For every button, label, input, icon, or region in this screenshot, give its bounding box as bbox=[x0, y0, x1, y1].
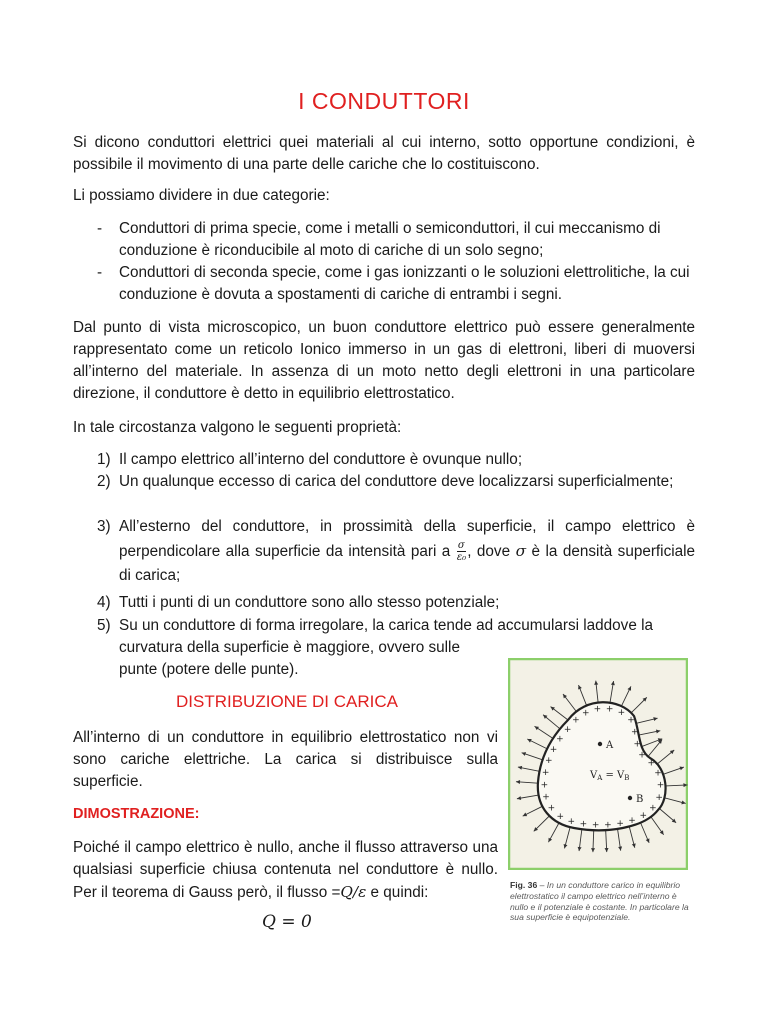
property-text: Un qualunque eccesso di carica del conduttore deve localizzarsi superficialmente; bbox=[119, 473, 674, 490]
figure-caption bbox=[510, 880, 695, 923]
caption-label: Fig. 36 bbox=[510, 880, 538, 890]
plus-charge: + bbox=[540, 780, 549, 791]
categories-intro: Li possiamo dividere in due categorie: bbox=[73, 187, 330, 204]
sigma-symbol: σ bbox=[515, 542, 527, 560]
plus-charge: + bbox=[638, 750, 646, 761]
plus-charge: + bbox=[591, 820, 600, 831]
property-number: 3) bbox=[97, 518, 111, 535]
plus-charge: + bbox=[654, 768, 662, 779]
plus-charge: + bbox=[556, 734, 564, 745]
plus-charge: + bbox=[627, 715, 635, 726]
property-text: Tutti i punti di un conduttore sono allo stesso potenziale; bbox=[119, 594, 500, 611]
demonstration-heading: DIMOSTRAZIONE: bbox=[73, 806, 200, 822]
plus-charge: + bbox=[582, 708, 590, 719]
plus-charge: + bbox=[639, 810, 648, 821]
plus-charge: + bbox=[572, 715, 580, 726]
equipotential-label bbox=[589, 770, 629, 782]
category-item bbox=[97, 262, 697, 306]
plus-charge: + bbox=[567, 817, 576, 828]
plus-charge: + bbox=[616, 818, 624, 829]
sigma-over-epsilon-fraction bbox=[457, 540, 466, 563]
fraction-numerator: σ bbox=[457, 540, 465, 552]
v-subscript-b: B bbox=[624, 774, 630, 782]
point-b-dot bbox=[628, 796, 632, 800]
fraction-denominator: ε₀ bbox=[456, 552, 467, 564]
equals-v: = V bbox=[602, 770, 625, 781]
bullet-dash: - bbox=[97, 264, 103, 281]
point-b-label: B bbox=[636, 794, 644, 805]
plus-charge: + bbox=[549, 744, 558, 755]
property-number: 5) bbox=[97, 617, 111, 634]
plus-charge: + bbox=[547, 803, 556, 814]
property-number: 2) bbox=[97, 473, 111, 490]
plus-charge: + bbox=[633, 739, 642, 750]
property-text-part: punte (potere delle punte). bbox=[119, 661, 299, 678]
plus-charge: + bbox=[541, 768, 550, 779]
intro-paragraph: Si dicono conduttori elettrici quei materiali al cui interno, sotto opportune condizioni, è possibile il movimento di una parte delle cariche che lo costituiscono. bbox=[73, 134, 695, 173]
page-title: I CONDUTTORI bbox=[298, 88, 470, 114]
property-number: 4) bbox=[97, 594, 111, 611]
property-number: 1) bbox=[97, 451, 111, 468]
properties-intro: In tale circostanza valgono le seguenti proprietà: bbox=[73, 419, 402, 436]
plus-charge: + bbox=[556, 811, 565, 822]
demonstration-text: Poiché il campo elettrico è nullo, anche il flusso attraverso una qualsiasi superficie chiusa contenuta nel conduttore è nullo. Per il teorema di Gauss però, il flusso = bbox=[73, 839, 498, 901]
point-a-dot bbox=[598, 742, 602, 746]
section-title: DISTRIBUZIONE DI CARICA bbox=[176, 692, 398, 711]
plus-charge: + bbox=[617, 708, 626, 719]
plus-charge: + bbox=[593, 704, 602, 715]
demonstration-paragraph bbox=[73, 837, 498, 904]
plus-charge: + bbox=[563, 724, 572, 735]
plus-charge: + bbox=[656, 780, 665, 791]
distribution-paragraph: All’interno di un conduttore in equilibrio elettrostatico non vi sono cariche elettriche. La carica si distribuisce sulla superficie. bbox=[73, 729, 498, 790]
property-text-part: All’esterno del conduttore, in prossimità della superficie, il campo elettrico è perpendicolare alla superficie da intensità pari a bbox=[119, 518, 695, 560]
property-text: Il campo elettrico all’interno del conduttore è ovunque nullo; bbox=[119, 451, 523, 468]
plus-charge: + bbox=[605, 704, 614, 715]
property-item bbox=[97, 471, 695, 493]
plus-charge: + bbox=[649, 803, 657, 814]
plus-charge: + bbox=[544, 756, 553, 767]
plus-charge: + bbox=[631, 727, 639, 738]
demonstration-text: e quindi: bbox=[366, 884, 429, 901]
point-a-label: A bbox=[606, 740, 614, 751]
property-item bbox=[97, 515, 695, 588]
result-equation: Q = 0 bbox=[262, 912, 312, 932]
conductor-figure bbox=[508, 658, 688, 870]
v-subscript-a: A bbox=[597, 774, 603, 782]
category-text: Conduttori di prima specie, come i metalli o semiconduttori, il cui meccanismo di conduzione è riconducibile al moto di cariche di un solo segno; bbox=[119, 220, 661, 259]
v-symbol: V bbox=[590, 770, 598, 781]
property-text-part: , dove bbox=[467, 543, 511, 560]
plus-charge: + bbox=[655, 792, 663, 803]
property-text bbox=[119, 515, 695, 588]
plus-charge: + bbox=[579, 819, 588, 830]
category-item bbox=[97, 218, 697, 262]
flux-expression: Q/ε bbox=[340, 883, 367, 901]
microscopic-paragraph: Dal punto di vista microscopico, un buon conduttore elettrico può essere generalmente rappresentato come un reticolo Ionico immerso in un gas di elettroni, liberi di muoversi all’interno del materiale. In assenza di un moto netto degli elettroni in una particolare direzione, il conduttore è detto in equilibrio elettrostatico. bbox=[73, 319, 695, 402]
caption-text: – In un conduttore carico in equilibrio elettrostatico il campo elettrico nell’interno è nullo e il potenziale è costante. In particolare la sua superficie è equipotenziale. bbox=[510, 880, 689, 923]
property-item bbox=[97, 449, 695, 471]
plus-charge: + bbox=[647, 758, 656, 769]
property-text-part: è la densità superficiale di carica; bbox=[119, 543, 696, 584]
property-text-part: Su un conduttore di forma irregolare, la carica tende ad accumularsi laddove la curvatura della superficie è maggiore, ovvero sulle bbox=[119, 617, 653, 656]
bullet-dash: - bbox=[97, 220, 103, 237]
category-text: Conduttori di seconda specie, come i gas ionizzanti o le soluzioni elettrolitiche, la cui conduzione è dovuta a spostamenti di cariche di entrambi i segni. bbox=[119, 264, 690, 303]
plus-charge: + bbox=[542, 792, 550, 803]
plus-charge: + bbox=[628, 815, 636, 826]
plus-charge: + bbox=[604, 820, 612, 831]
property-item bbox=[97, 592, 695, 614]
